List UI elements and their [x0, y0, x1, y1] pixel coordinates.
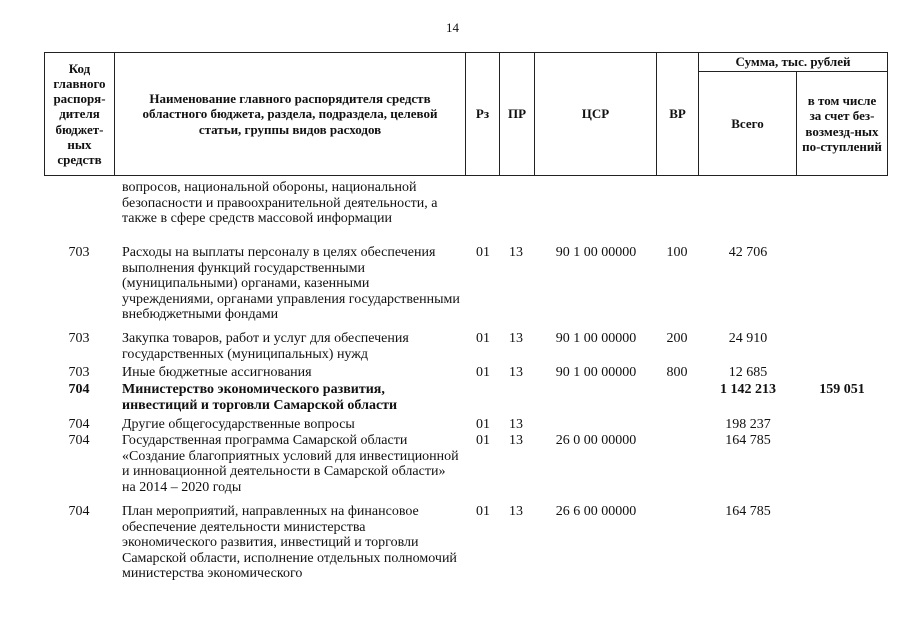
row-3-pr: 13	[509, 365, 523, 380]
row-3-vr: 800	[666, 365, 688, 380]
row-3-rz: 01	[476, 365, 490, 380]
row-2-total: 24 910	[728, 331, 768, 346]
row-7-total: 164 785	[725, 504, 771, 519]
row-7-pr: 13	[509, 504, 523, 519]
row-2-csr: 90 1 00 00000	[555, 331, 637, 346]
row-4-total: 1 142 213	[720, 382, 776, 397]
header-csr: ЦСР	[534, 52, 657, 176]
header-vr: ВР	[656, 52, 699, 176]
row-3-total: 12 685	[728, 365, 768, 380]
row-7-csr: 26 6 00 00000	[555, 504, 637, 519]
row-4-free: 159 051	[819, 382, 865, 397]
row-1-code: 703	[68, 245, 90, 260]
header-sum: Сумма, тыс. рублей	[698, 52, 888, 72]
row-6-name: Государственная программа Самарской области «Создание благоприятных условий для инвестиционной и инновационной деятельности в Самарской области» на 2014 – 2020 годы	[122, 433, 459, 495]
row-6-rz: 01	[476, 433, 490, 448]
row-0-name: вопросов, национальной обороны, национальной безопасности и правоохранительной деятельности, а также в сфере средств массовой информации	[122, 180, 438, 227]
row-7-rz: 01	[476, 504, 490, 519]
header-name: Наименование главного распорядителя средств областного бюджета, раздела, подраздела, целевой статьи, группы видов расходов	[114, 52, 466, 176]
row-2-pr: 13	[509, 331, 523, 346]
row-7-code: 704	[68, 504, 90, 519]
row-2-rz: 01	[476, 331, 490, 346]
row-3-csr: 90 1 00 00000	[555, 365, 637, 380]
row-1-rz: 01	[476, 245, 490, 260]
row-6-csr: 26 0 00 00000	[555, 433, 637, 448]
row-7-name: План мероприятий, направленных на финансовое обеспечение деятельности министерства экономического развития, инвестиций и торговли Самарской области, исполнение отдельных полномочий министерства экономического	[122, 504, 457, 582]
row-5-total: 198 237	[725, 417, 771, 432]
row-4-name: Министерство экономического развития, инвестиций и торговли Самарской области	[122, 382, 398, 413]
row-6-total: 164 785	[725, 433, 771, 448]
row-5-code: 704	[68, 417, 90, 432]
header-pr: ПР	[499, 52, 535, 176]
row-1-name: Расходы на выплаты персоналу в целях обеспечения выполнения функций государственными (муниципальными) органами, казенными учреждениями, органами управления государственными внебюджетными фондами	[122, 245, 460, 323]
row-6-pr: 13	[509, 433, 523, 448]
row-2-name: Закупка товаров, работ и услуг для обеспечения государственных (муниципальных) нужд	[122, 331, 409, 362]
header-total: Всего	[698, 71, 797, 176]
row-1-pr: 13	[509, 245, 523, 260]
row-2-vr: 200	[666, 331, 688, 346]
table-header	[44, 52, 888, 176]
row-2-code: 703	[68, 331, 90, 346]
row-5-name: Другие общегосударственные вопросы	[122, 417, 355, 432]
page-number: 14	[446, 20, 459, 35]
row-3-code: 703	[68, 365, 90, 380]
row-5-pr: 13	[509, 417, 523, 432]
header-incl: в том числе за счет без-возмезд-ных по-ступлений	[796, 71, 888, 176]
row-4-code: 704	[68, 382, 90, 397]
row-1-csr: 90 1 00 00000	[555, 245, 637, 260]
row-1-vr: 100	[666, 245, 688, 260]
row-6-code: 704	[68, 433, 90, 448]
row-5-rz: 01	[476, 417, 490, 432]
header-code: Код главного распоря-дителя бюджет-ных средств	[44, 52, 115, 176]
row-1-total: 42 706	[728, 245, 768, 260]
row-3-name: Иные бюджетные ассигнования	[122, 365, 312, 380]
header-rz: Рз	[465, 52, 500, 176]
